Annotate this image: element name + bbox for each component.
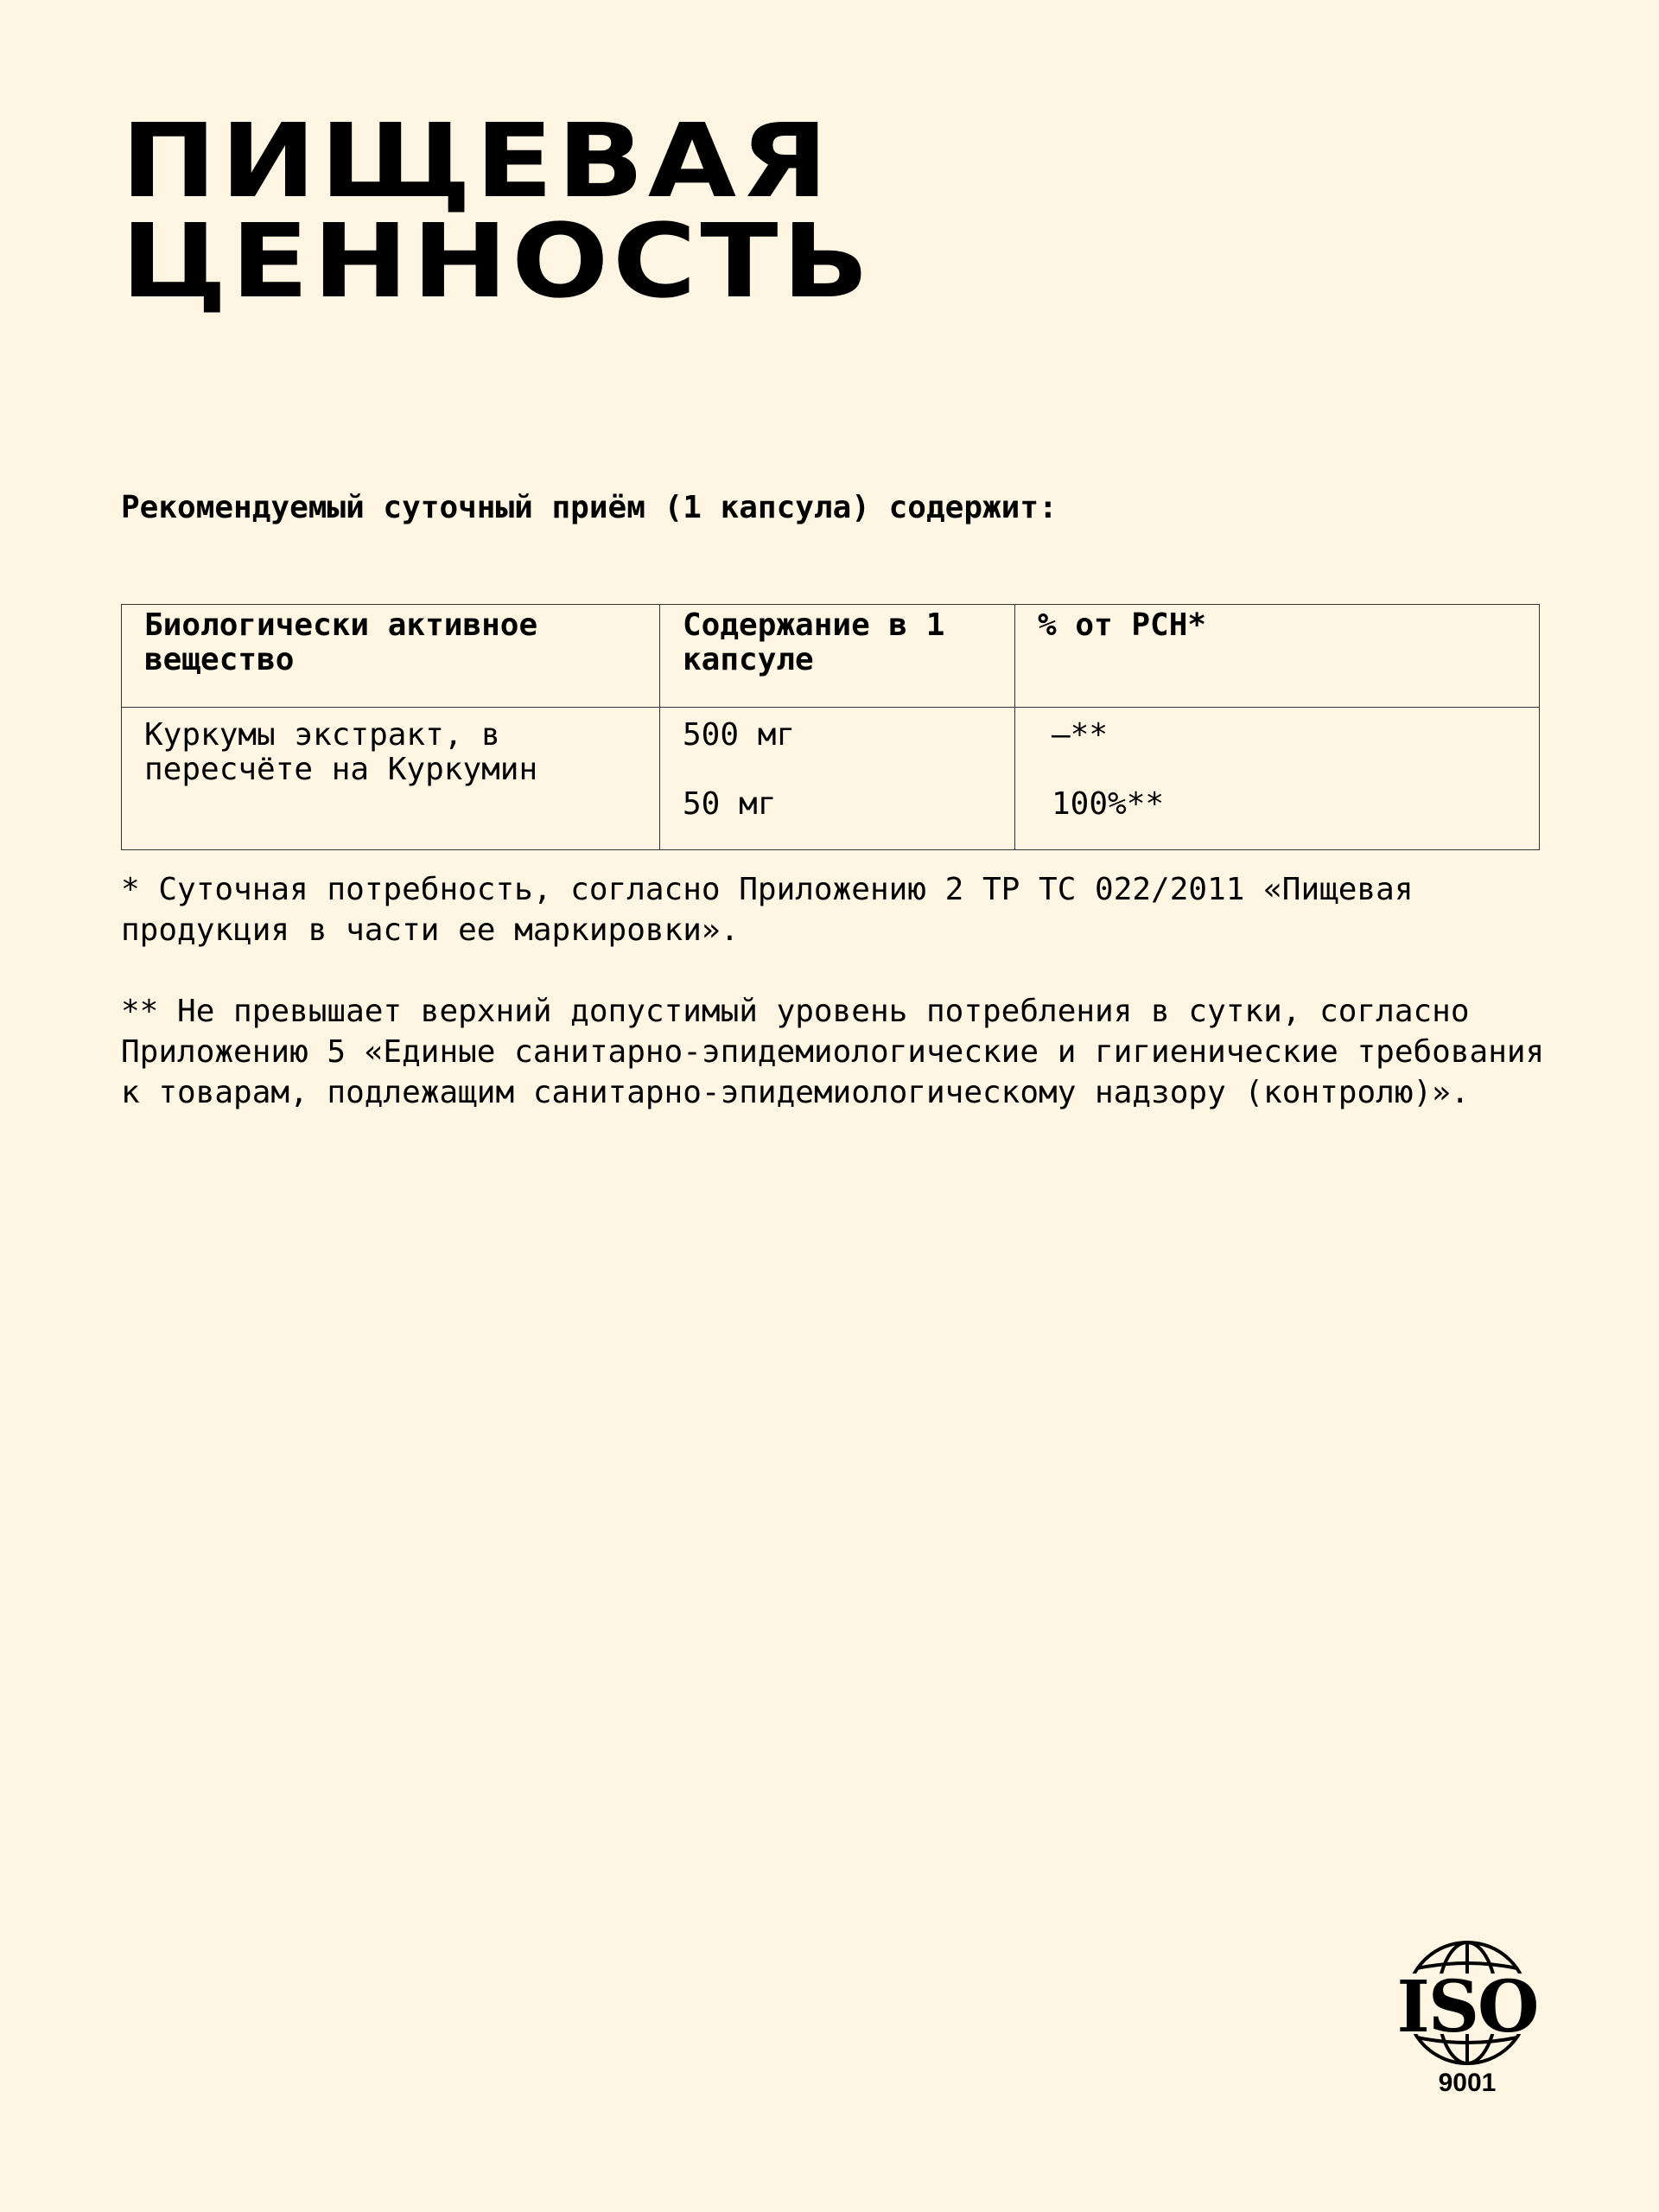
amount-curcumin: 50 мг	[683, 786, 777, 822]
title-line-1: ПИЩЕВАЯ	[121, 101, 832, 220]
header-percent: % от РСН*	[1015, 605, 1540, 708]
footnotes	[121, 869, 1573, 1154]
header-amount: Содержание в 1 капсуле	[660, 605, 1015, 708]
nutrition-table	[121, 604, 1540, 850]
iso-logo	[1393, 1939, 1541, 2100]
iso-wordmark: ISO	[1396, 1966, 1538, 2049]
footnote-2: ** Не превышает верхний допустимый уровень потребления в сутки, согласно Приложению 5 «Единые санитарно-эпидемиологические и гигиенические требования к товарам, подлежащим санитарно-эпидемиологическому надзору (контролю)».	[121, 994, 1545, 1110]
intro-text: Рекомендуемый суточный приём (1 капсула) содержит:	[121, 490, 1058, 525]
percent-extract: –**	[1052, 717, 1109, 753]
page-title	[121, 101, 874, 321]
amount-extract: 500 мг	[683, 717, 796, 753]
cell-substance: Куркумы экстракт, в пересчёте на Куркумин	[122, 708, 660, 850]
percent-curcumin: 100%**	[1052, 786, 1165, 822]
iso-number: 9001	[1438, 2069, 1497, 2097]
cell-amount	[660, 708, 1015, 850]
header-substance: Биологически активное вещество	[122, 605, 660, 708]
cell-percent	[1015, 708, 1540, 850]
title-line-2: ЦЕННОСТЬ	[121, 201, 874, 321]
footnote-1: * Суточная потребность, согласно Приложению 2 ТР ТС 022/2011 «Пищевая продукция в части ее маркировки».	[121, 872, 1414, 948]
table-header-row	[122, 605, 1540, 708]
table-row	[122, 708, 1540, 850]
